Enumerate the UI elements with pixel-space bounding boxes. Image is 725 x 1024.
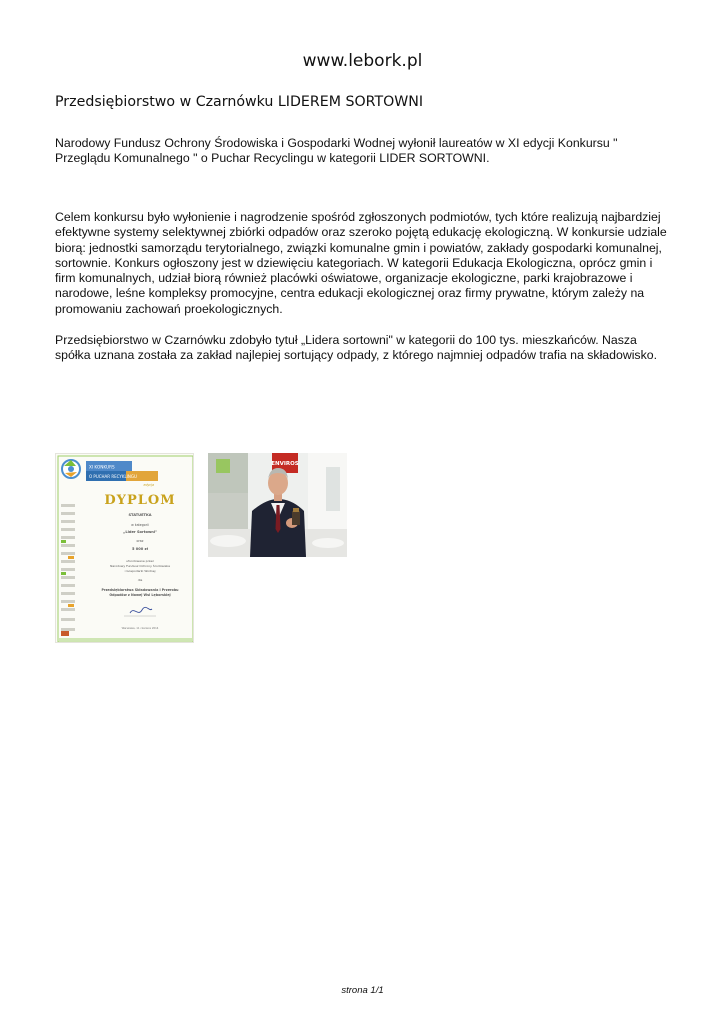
paragraph-intro: Narodowy Fundusz Ochrony Środowiska i Gospodarki Wodnej wyłonił laureatów w XI edycji Konkursu " Przeglądu Komunalnego " o Puchar Recyclingu w kategorii LIDER SORTOWNI.	[55, 136, 618, 166]
diploma-heading: DYPLOM	[104, 493, 176, 508]
diploma-line10: Przedsiębiorstwa Składowania i Przerobu	[101, 588, 179, 592]
diploma-line7: Narodowy Fundusz Ochrony Środowiska	[110, 564, 170, 568]
recycling-logo-icon	[62, 460, 80, 478]
diploma-line2: w kategorii	[131, 523, 149, 527]
diploma-line3: „Lider Sortowni"	[123, 530, 157, 534]
photo-sign: ENVIROS	[271, 461, 299, 467]
diploma-banner-line2: O PUCHAR RECYKLINGU	[89, 474, 137, 479]
diploma-date: Warszawa, 11 czerwca 2014	[121, 627, 159, 630]
site-url: www.lebork.pl	[302, 51, 423, 71]
diploma-banner-line1: XI KONKURS	[89, 464, 115, 470]
diploma-line9: dla	[137, 578, 143, 582]
diploma-line5: 5 000 zł	[132, 547, 148, 551]
diploma-image[interactable]	[55, 453, 194, 643]
diploma-line8: i Gospodarki Wodnej	[124, 569, 156, 573]
paragraph-result: Przedsiębiorstwo w Czarnówku zdobyło tytuł „Lidera sortowni" w kategorii do 100 tys. mieszkańców. Nasza spółka uznana została za zakład najlepiej sortujący odpady, z którego najmniej odpadów trafia na składowisko.	[55, 333, 657, 363]
diploma-line11: Odpadów z Nowej Wsi Lęborskiej	[109, 593, 171, 597]
diploma-banner-tag: edycja	[143, 483, 154, 487]
diploma-line4: oraz	[136, 539, 144, 543]
diploma-line6: ufundowane przez	[126, 559, 154, 563]
award-photo[interactable]	[208, 453, 347, 557]
page-footer: strona 1/1	[341, 985, 384, 996]
paragraph-contest: Celem konkursu było wyłonienie i nagrodzenie spośród zgłoszonych podmiotów, tych które realizują najbardziej efektywne systemy selektywnej zbiórki odpadów oraz szeroko pojętą edukację ekologiczną. W konkursie udziale biorą: jednostki samorządu terytorialnego, związki komunalne gmin i powiatów, zakłady gospodarki komunalnej, sortownie. Konkurs ogłoszony jest w dziewięciu kategoriach. W kategorii Edukacja Ekologiczna, oprócz gmin i firm komunalnych, udział biorą również placówki oświatowe, organizacje ekologiczne, parki krajobrazowe i narodowe, leśne kompleksy promocyjne, centra edukacji ekologicznej oraz firmy prywatne, którym zależy na promowaniu zachowań proekologicznych.	[55, 210, 667, 316]
article-title: Przedsiębiorstwo w Czarnówku LIDEREM SORTOWNI	[55, 94, 424, 110]
diploma-line1: STATUETKA	[128, 513, 152, 517]
